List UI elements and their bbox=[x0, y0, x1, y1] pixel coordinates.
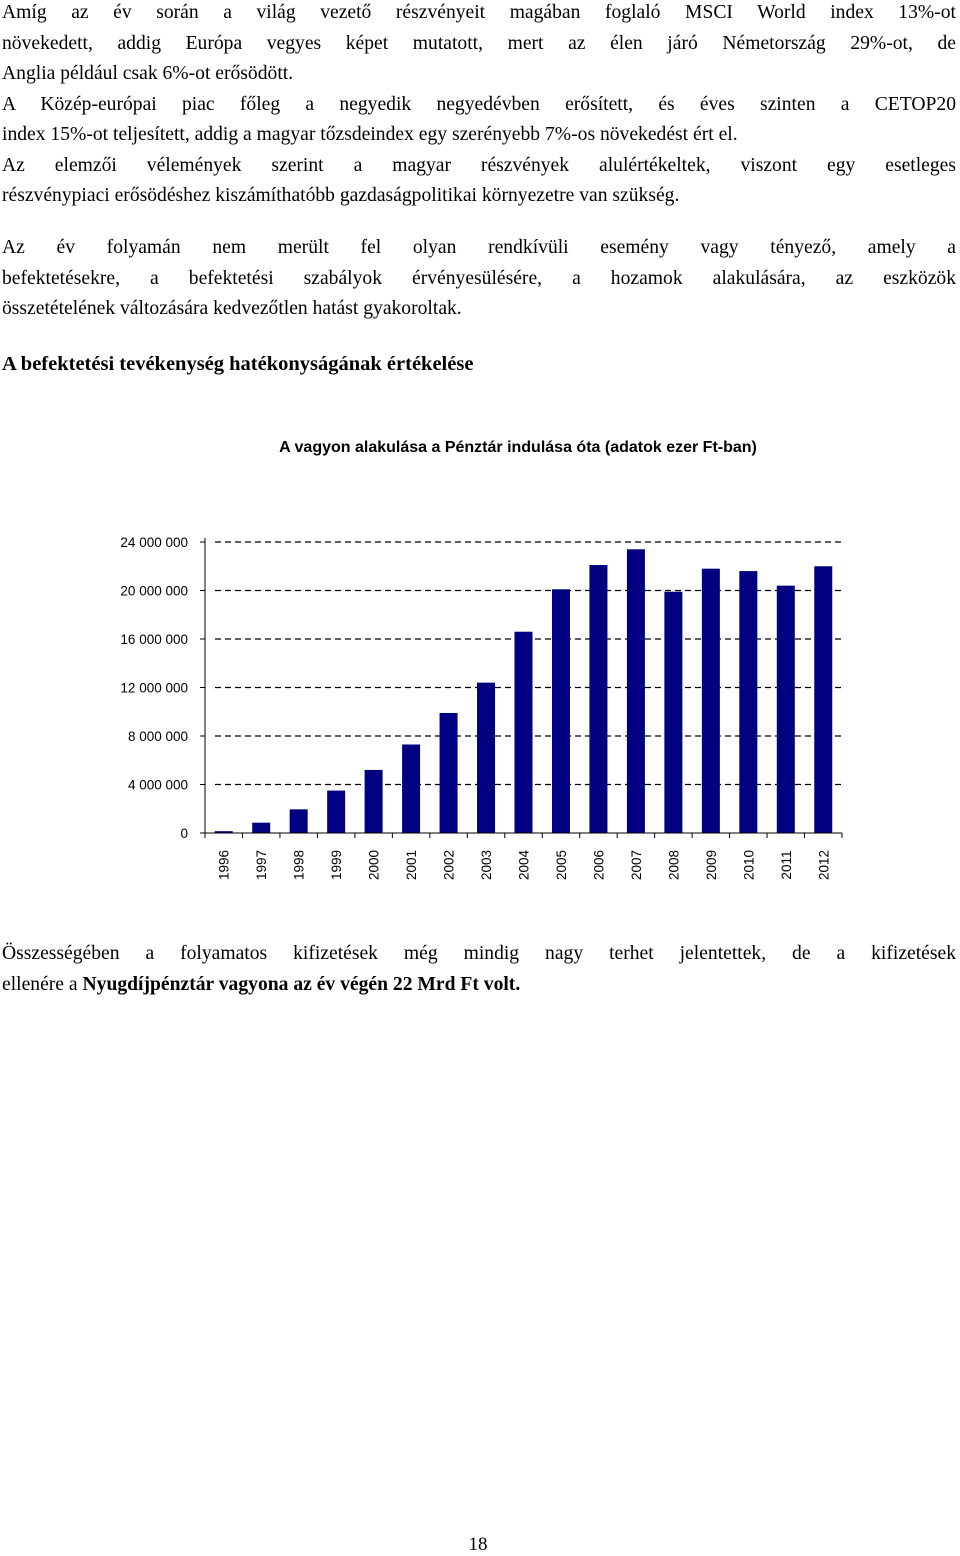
bar-2002 bbox=[440, 713, 458, 833]
x-tick-label: 2009 bbox=[703, 849, 719, 881]
bar-1997 bbox=[252, 823, 270, 833]
paragraph-line: Amíg az év során a világ vezető részvényeit magában foglaló MSCI World index 13%-ot bbox=[2, 2, 956, 23]
bar-2006 bbox=[589, 565, 607, 833]
summary-prefix: ellenére a bbox=[2, 973, 83, 995]
bar-2010 bbox=[739, 571, 757, 833]
paragraph-line: Anglia például csak 6%-ot erősödött. bbox=[2, 63, 294, 84]
paragraph-line: összetételének változására kedvezőtlen hatást gyakoroltak. bbox=[2, 298, 462, 319]
y-tick-label: 8 000 000 bbox=[127, 729, 188, 744]
bar-2000 bbox=[365, 770, 383, 833]
x-tick-label: 2004 bbox=[516, 849, 532, 881]
paragraph-line: Az elemzői vélemények szerint a magyar részvények alulértékeltek, viszont egy esetleges bbox=[2, 154, 956, 176]
x-tick-label: 2007 bbox=[628, 849, 644, 881]
section-heading: A befektetési tevékenység hatékonyságának értékelése bbox=[2, 353, 474, 375]
x-tick-label: 2006 bbox=[591, 849, 607, 881]
bars bbox=[215, 549, 833, 833]
x-tick-label: 2001 bbox=[404, 849, 420, 881]
x-tick-label: 2002 bbox=[441, 849, 457, 881]
x-tick-label: 2008 bbox=[666, 849, 682, 881]
y-tick-label: 12 000 000 bbox=[120, 680, 188, 696]
x-tick-label: 1999 bbox=[329, 849, 345, 881]
page-number: 18 bbox=[468, 1534, 488, 1555]
x-tick-labels bbox=[217, 849, 832, 880]
paragraph-line: részvénypiaci erősödéshez kiszámíthatóbb gazdaságpolitikai környezetre van szükség. bbox=[2, 185, 680, 206]
bar-2001 bbox=[402, 744, 420, 833]
y-tick-label: 4 000 000 bbox=[127, 777, 188, 793]
x-tick-label: 1997 bbox=[254, 849, 270, 881]
paragraph-summary bbox=[2, 939, 956, 1000]
y-tick-label: 0 bbox=[180, 826, 188, 841]
bar-chart bbox=[0, 420, 960, 900]
x-tick-label: 2005 bbox=[553, 849, 569, 881]
bar-2005 bbox=[552, 589, 570, 833]
paragraph-line: Összességében a folyamatos kifizetések még mindig nagy terhet jelentettek, de a kifizetések bbox=[2, 943, 956, 964]
x-tick-label: 1996 bbox=[216, 849, 232, 881]
bar-2003 bbox=[477, 683, 495, 833]
bar-2004 bbox=[515, 632, 533, 833]
bar-2011 bbox=[777, 586, 795, 833]
x-tick-label: 2012 bbox=[816, 849, 832, 881]
y-tick-label: 24 000 000 bbox=[120, 535, 188, 550]
bar-2007 bbox=[627, 549, 645, 833]
bar-2008 bbox=[664, 592, 682, 833]
x-tick-label: 2000 bbox=[366, 849, 382, 881]
paragraph-line: index 15%-ot teljesített, addig a magyar tőzsdeindex egy szerényebb 7%-os növekedést ért el. bbox=[2, 124, 738, 145]
paragraph-line: Az év folyamán nem merült fel olyan rendkívüli esemény vagy tényező, amely a bbox=[2, 237, 956, 258]
x-tick-label: 1998 bbox=[291, 849, 307, 881]
y-tick-label: 20 000 000 bbox=[120, 583, 188, 599]
x-tick-label: 2003 bbox=[479, 849, 495, 881]
summary-bold-statement: Nyugdíjpénztár vagyona az év végén 22 Mrd Ft volt. bbox=[82, 973, 521, 995]
y-tick-label: 16 000 000 bbox=[120, 632, 188, 647]
paragraph-market-overview bbox=[2, 0, 956, 212]
paragraph-line bbox=[2, 970, 956, 1001]
paragraph-no-extraordinary-events bbox=[2, 233, 956, 325]
paragraph-line: A Közép-európai piac főleg a negyedik negyedévben erősített, és éves szinten a CETOP20 bbox=[2, 93, 956, 115]
asset-growth-chart bbox=[0, 420, 960, 900]
bar-2009 bbox=[702, 569, 720, 833]
bar-1999 bbox=[327, 791, 345, 833]
y-tick-labels bbox=[120, 535, 188, 841]
chart-title: A vagyon alakulása a Pénztár indulása óta (adatok ezer Ft-ban) bbox=[279, 439, 757, 456]
paragraph-line: befektetésekre, a befektetési szabályok érvényesülésére, a hozamok alakulására, az eszközök bbox=[2, 267, 956, 289]
x-tick-label: 2010 bbox=[741, 849, 757, 881]
bar-1998 bbox=[290, 809, 308, 833]
x-tick-label: 2011 bbox=[778, 850, 794, 880]
paragraph-line: növekedett, addig Európa vegyes képet mutatott, mert az élen járó Németország 29%-ot, de bbox=[2, 32, 956, 54]
bar-2012 bbox=[814, 566, 832, 833]
